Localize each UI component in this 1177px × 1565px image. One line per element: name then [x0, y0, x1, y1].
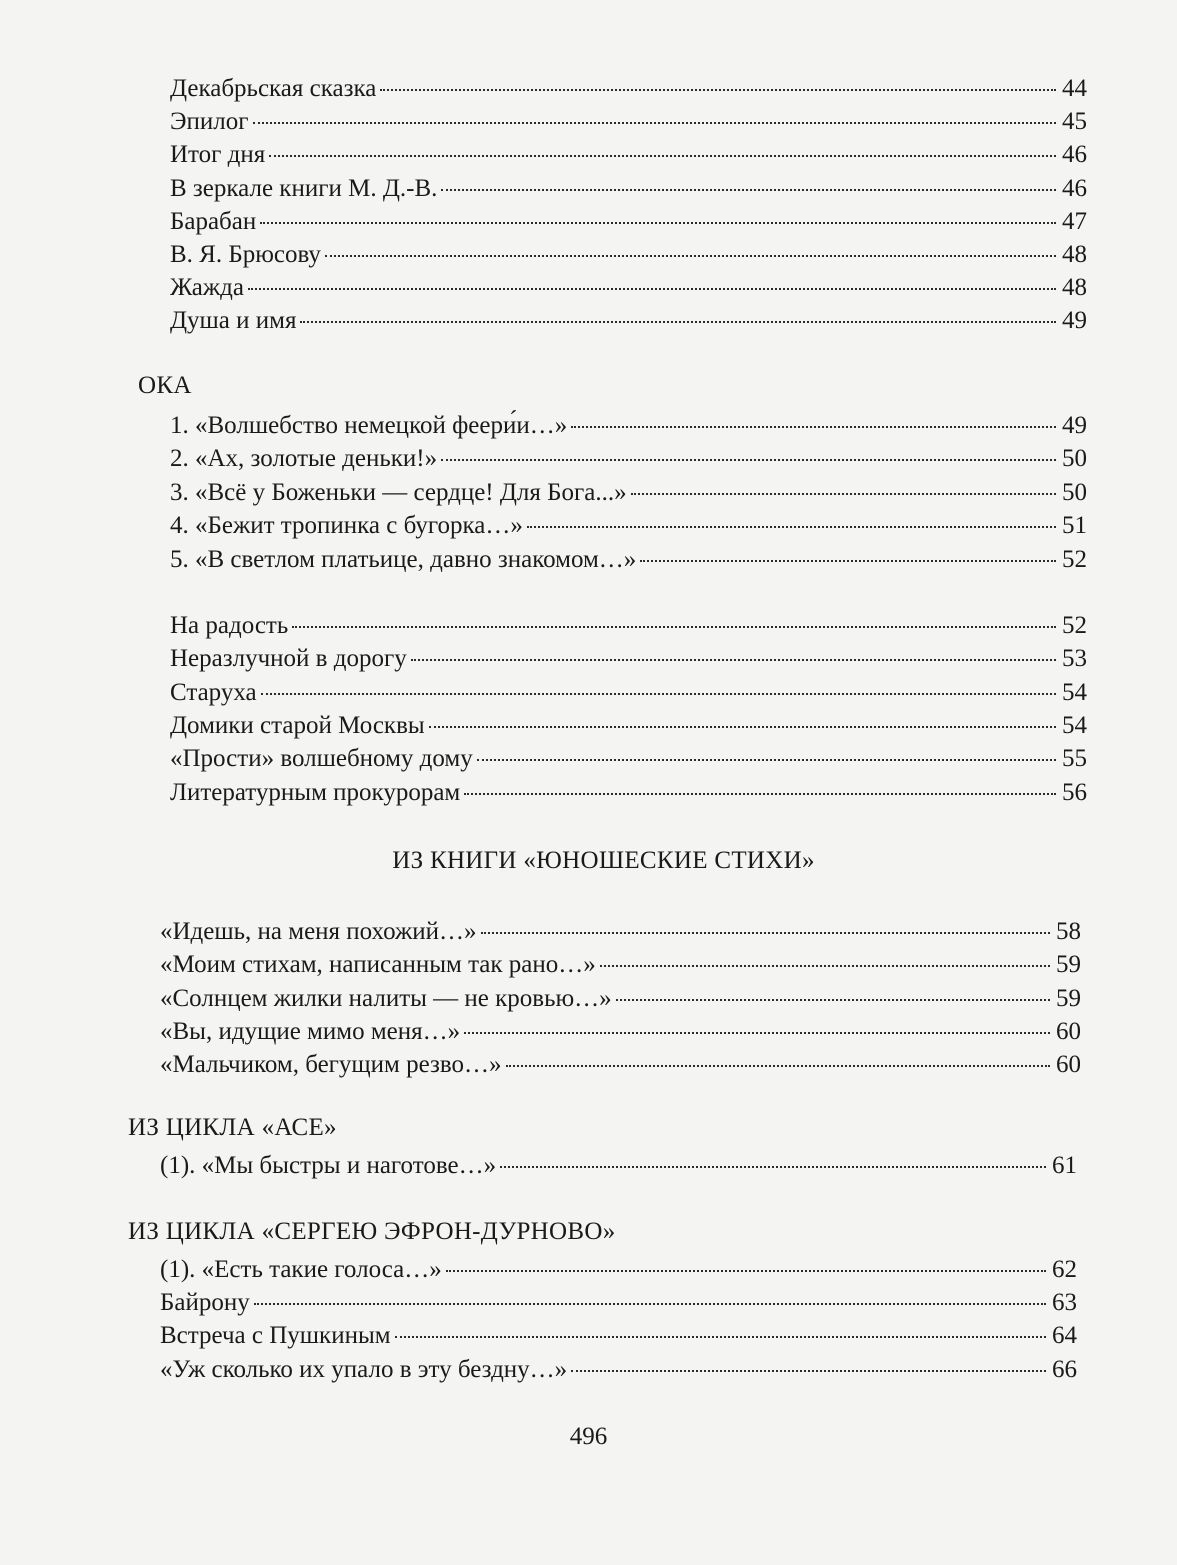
toc-entry-title: 2. «Ах, золотые деньки!»: [170, 445, 438, 472]
dot-leader: [446, 1270, 1046, 1272]
toc-entry-title: В. Я. Брюсову: [170, 241, 321, 268]
toc-entry-title: «Уж сколько их упало в эту бездну…»: [160, 1356, 568, 1383]
toc-entry-title: Неразлучной в дорогу: [170, 645, 407, 672]
toc-entry: [170, 411, 1087, 441]
toc-entry: [170, 711, 1087, 741]
toc-entry-page: 62: [1052, 1256, 1077, 1283]
toc-entry-page: 60: [1056, 1018, 1081, 1045]
toc-entry-page: 60: [1056, 1051, 1081, 1078]
toc-entry-title: Встреча с Пушкиным: [160, 1322, 391, 1349]
toc-entry: [170, 107, 1087, 137]
toc-entry: [160, 950, 1081, 980]
toc-entry-title: Жажда: [170, 274, 244, 301]
toc-entry: [170, 174, 1087, 204]
toc-entry: [160, 1151, 1077, 1181]
toc-entry-page: 47: [1062, 208, 1087, 235]
toc-entry-page: 46: [1062, 175, 1087, 202]
toc-entry: [160, 1288, 1077, 1318]
toc-entry-title: 3. «Всё у Боженьки — сердце! Для Бога...»: [170, 479, 627, 506]
toc-entry-title: (1). «Есть такие голоса…»: [160, 1256, 442, 1283]
toc-entry-title: 1. «Волшебство немецкой феери́и…»: [170, 412, 568, 439]
dot-leader: [269, 155, 1056, 157]
toc-entry-page: 54: [1062, 712, 1087, 739]
toc-entry-title: В зеркале книги М. Д.-В.: [170, 175, 438, 202]
dot-leader: [411, 659, 1056, 661]
toc-entry: [160, 1255, 1077, 1285]
toc-entry-title: Домики старой Москвы: [170, 712, 425, 739]
toc-entry-title: Итог дня: [170, 141, 266, 168]
page-number: 496: [569, 1423, 608, 1450]
dot-leader: [248, 288, 1056, 290]
toc-entry-title: 4. «Бежит тропинка с бугорка…»: [170, 512, 523, 539]
dot-leader: [477, 759, 1056, 761]
toc-entry: [160, 1321, 1077, 1351]
toc-entry-page: 48: [1062, 241, 1087, 268]
toc-entry-title: Декабрьская сказка: [170, 75, 377, 102]
toc-entry: [170, 444, 1087, 474]
toc-entry-page: 49: [1062, 412, 1087, 439]
toc-entry-page: 50: [1062, 479, 1087, 506]
dot-leader: [481, 932, 1050, 934]
toc-entry-title: Байрону: [160, 1289, 250, 1316]
dot-leader: [571, 426, 1056, 428]
toc-entry-page: 61: [1052, 1152, 1077, 1179]
toc-entry-page: 46: [1062, 141, 1087, 168]
toc-entry-page: 54: [1062, 679, 1087, 706]
dot-leader: [253, 122, 1057, 124]
toc-entry-title: 5. «В светлом платьице, давно знакомом…»: [170, 546, 637, 573]
toc-entry-page: 51: [1062, 512, 1087, 539]
toc-entry: [170, 478, 1087, 508]
toc-entry-page: 59: [1056, 985, 1081, 1012]
section-heading: ОКА: [138, 372, 192, 399]
toc-entry-title: «Прости» волшебному дому: [170, 745, 473, 772]
toc-entry-title: Душа и имя: [170, 307, 297, 334]
toc-entry-title: На радость: [170, 612, 289, 639]
toc-entry-page: 63: [1052, 1289, 1077, 1316]
toc-entry: [170, 678, 1087, 708]
dot-leader: [261, 693, 1056, 695]
toc-entry-title: Барабан: [170, 208, 257, 235]
toc-entry: [170, 306, 1087, 336]
toc-entry-page: 59: [1056, 951, 1081, 978]
toc-entry-page: 64: [1052, 1322, 1077, 1349]
toc-entry-page: 48: [1062, 274, 1087, 301]
toc-entry-page: 66: [1052, 1356, 1077, 1383]
toc-entry-page: 52: [1062, 546, 1087, 573]
toc-entry: [160, 984, 1081, 1014]
toc-entry-title: «Идешь, на меня похожий…»: [160, 918, 477, 945]
dot-leader: [380, 89, 1056, 91]
dot-leader: [527, 526, 1056, 528]
dot-leader: [631, 493, 1056, 495]
toc-entry: [160, 917, 1081, 947]
toc-entry-title: «Солнцем жилки налиты — не кровью…»: [160, 985, 612, 1012]
toc-entry: [170, 273, 1087, 303]
toc-entry: [170, 74, 1087, 104]
dot-leader: [506, 1065, 1050, 1067]
dot-leader: [260, 222, 1056, 224]
toc-entry-title: Старуха: [170, 679, 257, 706]
section-heading: ИЗ ЦИКЛА «АСЕ»: [128, 1114, 337, 1141]
toc-entry-page: 56: [1062, 779, 1087, 806]
toc-entry: [160, 1017, 1081, 1047]
toc-entry-page: 55: [1062, 745, 1087, 772]
dot-leader: [395, 1336, 1046, 1338]
dot-leader: [571, 1370, 1046, 1372]
dot-leader: [441, 459, 1056, 461]
toc-entry-page: 45: [1062, 108, 1087, 135]
toc-entry: [170, 744, 1087, 774]
dot-leader: [441, 189, 1056, 191]
toc-entry: [170, 140, 1087, 170]
dot-leader: [325, 255, 1056, 257]
dot-leader: [429, 726, 1056, 728]
toc-entry-title: «Мальчиком, бегущим резво…»: [160, 1051, 502, 1078]
toc-entry: [170, 240, 1087, 270]
toc-entry-page: 53: [1062, 645, 1087, 672]
toc-entry: [170, 644, 1087, 674]
dot-leader: [254, 1303, 1046, 1305]
dot-leader: [292, 626, 1056, 628]
toc-entry-page: 50: [1062, 445, 1087, 472]
toc-entry: [170, 611, 1087, 641]
section-heading: ИЗ ЦИКЛА «СЕРГЕЮ ЭФРОН-ДУРНОВО»: [128, 1218, 616, 1245]
toc-entry-title: «Вы, идущие мимо меня…»: [160, 1018, 461, 1045]
dot-leader: [500, 1166, 1046, 1168]
toc-entry-title: (1). «Мы быстры и наготове…»: [160, 1152, 497, 1179]
toc-entry-page: 44: [1062, 75, 1087, 102]
toc-entry-page: 49: [1062, 307, 1087, 334]
toc-entry: [170, 511, 1087, 541]
dot-leader: [464, 1032, 1050, 1034]
toc-entry-page: 52: [1062, 612, 1087, 639]
dot-leader: [464, 793, 1056, 795]
toc-entry-page: 58: [1056, 918, 1081, 945]
dot-leader: [600, 965, 1050, 967]
section-heading: ИЗ КНИГИ «ЮНОШЕСКИЕ СТИХИ»: [392, 847, 815, 874]
toc-entry: [170, 545, 1087, 575]
dot-leader: [640, 560, 1056, 562]
toc-entry-title: Эпилог: [170, 108, 249, 135]
dot-leader: [616, 999, 1050, 1001]
toc-entry-title: Литературным прокурорам: [170, 779, 461, 806]
dot-leader: [300, 321, 1056, 323]
toc-entry: [170, 778, 1087, 808]
toc-entry: [160, 1355, 1077, 1385]
toc-entry: [170, 207, 1087, 237]
toc-entry-title: «Моим стихам, написанным так рано…»: [160, 951, 596, 978]
toc-entry: [160, 1050, 1081, 1080]
